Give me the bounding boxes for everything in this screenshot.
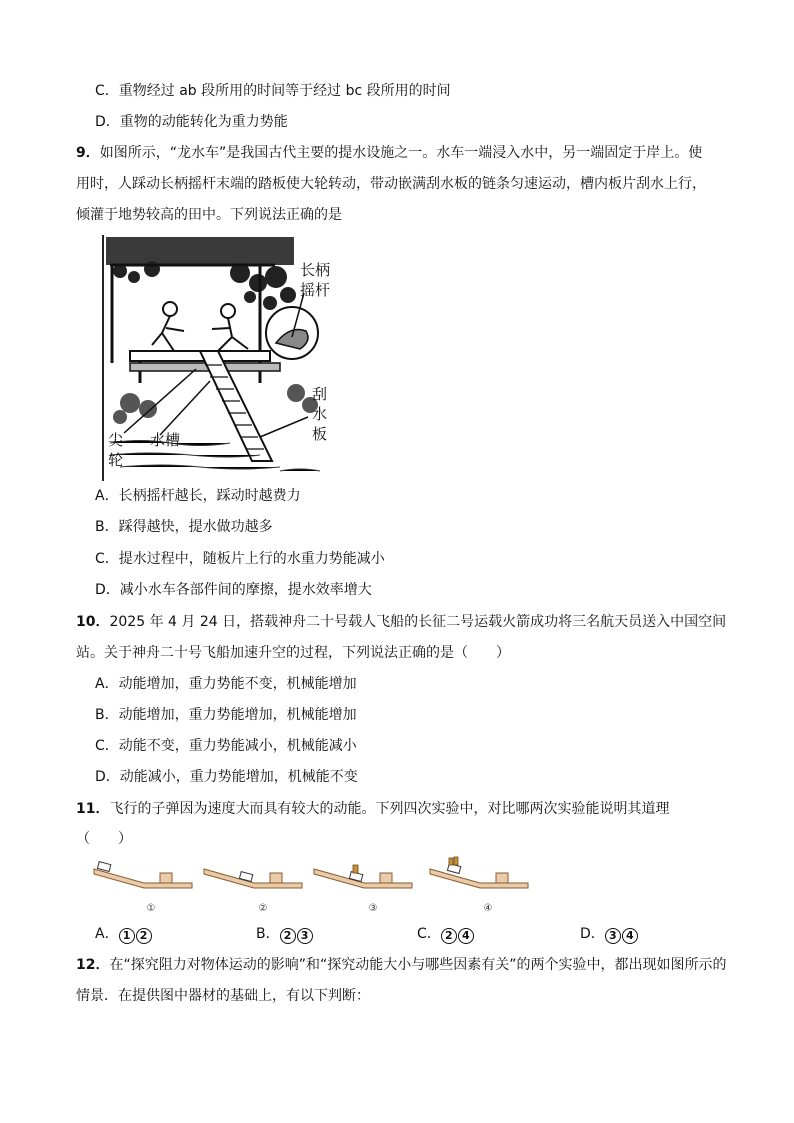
q10-stem-line2: 站。关于神舟二十号飞船加速升空的过程，下列说法正确的是（ ） [76,645,510,661]
q8-option-c: C．重物经过 ab 段所用的时间等于经过 bc 段所用的时间 [95,83,451,99]
q11-option-d-prefix: D． [580,926,605,942]
q10-option-d: D．动能减小，重力势能增加，机械能不变 [95,769,358,785]
label-scraper-1: 刮 [312,385,328,403]
q11-stem-line2: （ ） [76,831,132,847]
q10-stem-text1: 2025 年 4 月 24 日，搭载神舟二十号载人飞船的长征二号运载火箭成功将三名航天员送入中国空间 [109,614,727,630]
circled-number: 3 [605,928,621,944]
q12-number: 12． [76,957,110,973]
q9-option-b: B．踩得越快，提水做功越多 [95,519,273,535]
q9-figure [100,233,340,483]
q11-option-a [95,924,153,944]
label-handle-1: 长柄 [300,261,331,279]
label-handle-2: 摇杆 [300,281,331,299]
q9-stem-line2: 用时，人踩动长柄摇杆末端的踏板使大轮转动，带动嵌满刮水板的链条匀速运动，槽内板片刮水上行， [76,176,706,192]
setup-1 [94,862,192,888]
circled-number: 2 [280,928,296,944]
circled-number: 4 [622,928,638,944]
q12-stem-line2: 情景．在提供图中器材的基础上，有以下判断： [76,988,370,1004]
q11-figures [90,855,540,917]
q10-option-b: B．动能增加，重力势能增加，机械能增加 [95,707,357,723]
q9-stem-text1: 如图所示，“龙水车”是我国古代主要的提水设施之一。水车一端浸入水中，另一端固定于岸上。使 [99,145,703,161]
q10-number: 10． [76,614,110,630]
q8-option-d: D．重物的动能转化为重力势能 [95,114,288,130]
q12-stem-line1 [76,955,727,975]
q11-option-b [256,924,314,944]
q11-option-c [417,924,475,944]
circled-number: 2 [136,928,152,944]
label-wheel-1: 尖 [108,431,124,449]
q11-option-b-prefix: B． [256,926,280,942]
label-scraper-2: 水 [312,405,328,423]
setup-3 [314,865,412,888]
q9-option-c: C．提水过程中，随板片上行的水重力势能减小 [95,551,385,567]
fig-label-2: ② [258,903,268,914]
q10-stem-line1 [76,612,726,632]
q9-stem-line1 [76,143,702,163]
q11-number: 11． [76,801,110,817]
circled-number: 3 [297,928,313,944]
q10-option-c: C．动能不变，重力势能减小，机械能减小 [95,738,357,754]
fig-label-4: ④ [483,903,493,914]
label-trough: 水槽 [150,431,181,449]
setup-4 [430,857,528,888]
label-scraper-3: 板 [312,425,328,443]
q11-stem-line1 [76,799,669,819]
q11-stem-text1: 飞行的子弹因为速度大而具有较大的动能。下列四次实验中，对比哪两次实验能说明其道理 [109,801,670,817]
q9-stem-line3: 倾灌于地势较高的田中。下列说法正确的是 [76,207,342,223]
q11-option-a-prefix: A． [95,926,119,942]
q10-option-a: A．动能增加，重力势能不变，机械能增加 [95,676,357,692]
q9-number: 9． [76,145,100,161]
q11-option-c-prefix: C． [417,926,441,942]
q9-option-d: D．减小水车各部件间的摩擦，提水效率增大 [95,582,372,598]
q11-option-d [580,924,639,944]
fig-label-3: ③ [368,903,378,914]
setup-2 [204,869,302,888]
circled-number: 2 [441,928,457,944]
fig-label-1: ① [146,903,156,914]
circled-number: 4 [458,928,474,944]
q9-option-a: A．长柄摇杆越长，踩动时越费力 [95,488,301,504]
q12-stem-text1: 在“探究阻力对物体运动的影响”和“探究动能大小与哪些因素有关”的两个实验中，都出现如图所示的 [109,957,727,973]
circled-number: 1 [119,928,135,944]
label-wheel-2: 轮 [108,451,124,469]
